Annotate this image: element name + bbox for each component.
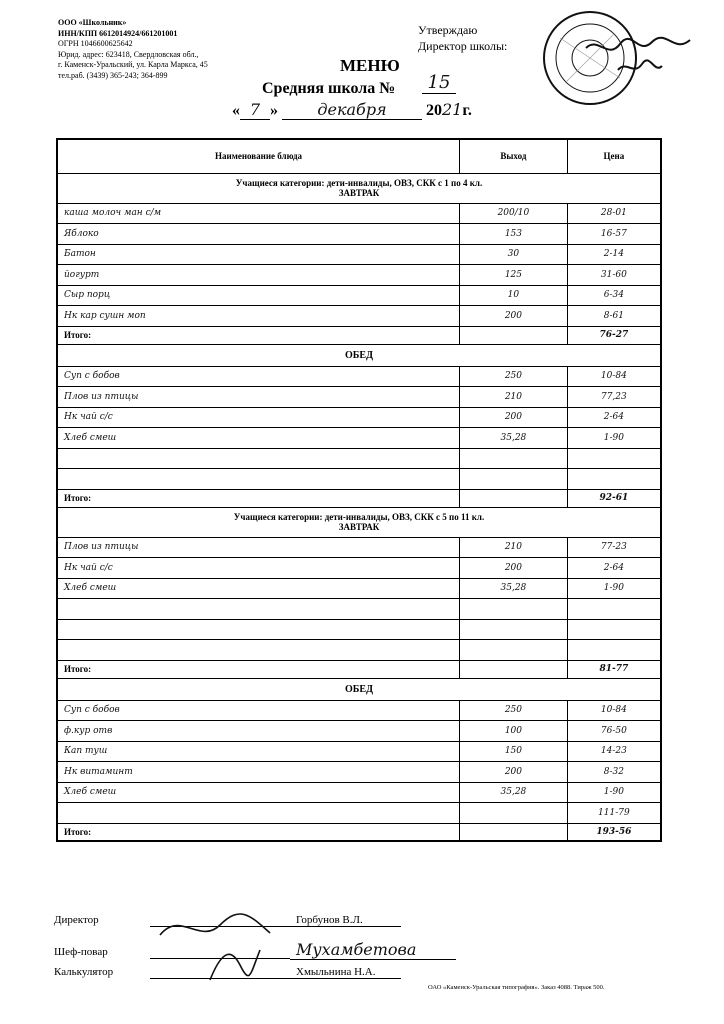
dish-output: 10 bbox=[460, 285, 568, 306]
dish-price bbox=[567, 448, 661, 469]
dish-price: 14-23 bbox=[567, 741, 661, 762]
col-name-header: Наименование блюда bbox=[57, 139, 460, 173]
dish-price: 1-90 bbox=[567, 578, 661, 599]
org-address-line-2: г. Каменск-Уральский, ул. Карла Маркса, 45 bbox=[58, 60, 208, 70]
chef-label: Шеф-повар bbox=[54, 946, 108, 958]
table-row bbox=[57, 224, 661, 245]
table-row bbox=[57, 762, 661, 783]
col-output-header: Выход bbox=[460, 139, 568, 173]
printer-footer: ОАО «Каменск-Уральская типография». Заказ 4088. Тираж 500. bbox=[428, 984, 605, 991]
total-label: Итого: bbox=[57, 823, 460, 841]
dish-price: 28-01 bbox=[567, 203, 661, 224]
table-row bbox=[57, 469, 661, 490]
dish-name bbox=[57, 599, 460, 620]
dish-output bbox=[460, 619, 568, 640]
menu-body bbox=[57, 173, 661, 841]
table-row bbox=[57, 203, 661, 224]
dish-name bbox=[57, 469, 460, 490]
section-category: Учащиеся категории: дети-инвалиды, ОВЗ, СКК с 1 по 4 кл. bbox=[235, 178, 483, 188]
dish-price: 2-14 bbox=[567, 244, 661, 265]
dish-price: 111-79 bbox=[567, 803, 661, 824]
org-inn: ИНН/КПП 6612014924/661201001 bbox=[58, 28, 178, 38]
org-phone: тел.раб. (3439) 365-243; 364-899 bbox=[58, 70, 168, 80]
dish-name: Хлеб смеш bbox=[57, 782, 460, 803]
total-price: 81-77 bbox=[567, 660, 661, 678]
dish-name: Суп с бобов bbox=[57, 700, 460, 721]
table-row bbox=[57, 721, 661, 742]
school-label: Средняя школа № bbox=[262, 80, 396, 97]
organization-block bbox=[58, 18, 208, 82]
total-row bbox=[57, 326, 661, 344]
dish-name bbox=[57, 803, 460, 824]
dish-name: Сыр порц bbox=[57, 285, 460, 306]
dish-price bbox=[567, 599, 661, 620]
page-title: МЕНЮ bbox=[340, 56, 400, 75]
section-meal: ОБЕД bbox=[345, 349, 373, 361]
table-row bbox=[57, 428, 661, 449]
dish-name: Нк кар сушн моп bbox=[57, 306, 460, 327]
dish-output: 30 bbox=[460, 244, 568, 265]
total-row bbox=[57, 660, 661, 678]
chef-name: Мухамбетова bbox=[290, 940, 456, 960]
dish-price: 2-64 bbox=[567, 558, 661, 579]
dish-price: 16-57 bbox=[567, 224, 661, 245]
dish-price bbox=[567, 619, 661, 640]
table-row bbox=[57, 366, 661, 387]
dish-price: 1-90 bbox=[567, 782, 661, 803]
dish-price: 77,23 bbox=[567, 387, 661, 408]
table-row bbox=[57, 619, 661, 640]
dish-name: Хлеб смеш bbox=[57, 428, 460, 449]
dish-price: 2-64 bbox=[567, 407, 661, 428]
total-row bbox=[57, 823, 661, 841]
table-header-row bbox=[57, 139, 661, 173]
dish-output: 35,28 bbox=[460, 782, 568, 803]
table-row bbox=[57, 803, 661, 824]
total-output-empty bbox=[460, 326, 568, 344]
org-name: ООО «Школьник» bbox=[58, 18, 127, 27]
dish-name: Нк чай с/с bbox=[57, 558, 460, 579]
dish-name: Яблоко bbox=[57, 224, 460, 245]
table-row bbox=[57, 285, 661, 306]
year-prefix: 20 bbox=[426, 102, 442, 119]
dish-price: 1-90 bbox=[567, 428, 661, 449]
table-row bbox=[57, 558, 661, 579]
approval-block bbox=[418, 22, 507, 54]
table-row bbox=[57, 578, 661, 599]
total-label: Итого: bbox=[57, 489, 460, 507]
dish-name bbox=[57, 619, 460, 640]
table-row bbox=[57, 640, 661, 661]
table-row bbox=[57, 741, 661, 762]
section-header bbox=[57, 507, 661, 537]
year-suffix: 21 bbox=[442, 100, 463, 119]
dish-price: 8-61 bbox=[567, 306, 661, 327]
dish-output bbox=[460, 599, 568, 620]
handwritten-signatures bbox=[150, 905, 290, 985]
table-row bbox=[57, 700, 661, 721]
dish-output: 200/10 bbox=[460, 203, 568, 224]
dish-output: 200 bbox=[460, 762, 568, 783]
total-output-empty bbox=[460, 489, 568, 507]
section-meal: ЗАВТРАК bbox=[338, 188, 380, 198]
school-number: 15 bbox=[422, 72, 456, 94]
dish-name: Кап туш bbox=[57, 741, 460, 762]
table-row bbox=[57, 448, 661, 469]
director-label: Директор bbox=[54, 914, 99, 926]
total-label: Итого: bbox=[57, 660, 460, 678]
section-header bbox=[57, 678, 661, 700]
dish-name: Батон bbox=[57, 244, 460, 265]
total-output-empty bbox=[460, 823, 568, 841]
calc-label: Калькулятор bbox=[54, 966, 114, 978]
dish-name: Нк чай с/с bbox=[57, 407, 460, 428]
total-label: Итого: bbox=[57, 326, 460, 344]
dish-output: 200 bbox=[460, 558, 568, 579]
dish-output: 210 bbox=[460, 537, 568, 558]
date-line bbox=[232, 100, 472, 120]
dish-output: 150 bbox=[460, 741, 568, 762]
dish-output: 250 bbox=[460, 366, 568, 387]
table-row bbox=[57, 407, 661, 428]
dish-price bbox=[567, 640, 661, 661]
dish-output: 153 bbox=[460, 224, 568, 245]
dish-price bbox=[567, 469, 661, 490]
dish-output: 250 bbox=[460, 700, 568, 721]
director-approval-label: Директор школы: bbox=[418, 39, 508, 53]
dish-name: йогурт bbox=[57, 265, 460, 286]
dish-name: Плов из птицы bbox=[57, 387, 460, 408]
col-price-header: Цена bbox=[567, 139, 661, 173]
table-row bbox=[57, 306, 661, 327]
dish-price: 6-34 bbox=[567, 285, 661, 306]
org-ogrn: ОГРН 1046600625642 bbox=[58, 39, 133, 49]
section-meal: ОБЕД bbox=[345, 683, 373, 695]
total-price: 92-61 bbox=[567, 489, 661, 507]
dish-output bbox=[460, 448, 568, 469]
table-row bbox=[57, 537, 661, 558]
dish-price: 10-84 bbox=[567, 366, 661, 387]
dish-price: 77-23 bbox=[567, 537, 661, 558]
dish-price: 76-50 bbox=[567, 721, 661, 742]
table-row bbox=[57, 782, 661, 803]
dish-output bbox=[460, 640, 568, 661]
date-month: декабря bbox=[282, 100, 422, 120]
date-close-quote: » bbox=[270, 102, 278, 119]
year-end: г. bbox=[462, 102, 472, 119]
dish-output: 100 bbox=[460, 721, 568, 742]
total-price: 193-56 bbox=[567, 823, 661, 841]
total-price: 76-27 bbox=[567, 326, 661, 344]
approval-signature bbox=[578, 30, 698, 78]
dish-name: Суп с бобов bbox=[57, 366, 460, 387]
dish-price: 8-32 bbox=[567, 762, 661, 783]
dish-name: Хлеб смеш bbox=[57, 578, 460, 599]
dish-name: Плов из птицы bbox=[57, 537, 460, 558]
total-row bbox=[57, 489, 661, 507]
section-category: Учащиеся категории: дети-инвалиды, ОВЗ, СКК с 5 по 11 кл. bbox=[233, 512, 485, 522]
dish-name bbox=[57, 448, 460, 469]
dish-output: 210 bbox=[460, 387, 568, 408]
table-row bbox=[57, 599, 661, 620]
table-row bbox=[57, 387, 661, 408]
table-row bbox=[57, 265, 661, 286]
section-meal: ЗАВТРАК bbox=[338, 522, 380, 532]
org-address-line-1: Юрид. адрес: 623418, Свердловская обл., bbox=[58, 49, 199, 59]
menu-table bbox=[56, 138, 662, 842]
table-row bbox=[57, 244, 661, 265]
dish-output: 200 bbox=[460, 306, 568, 327]
total-output-empty bbox=[460, 660, 568, 678]
dish-name: ф.кур отв bbox=[57, 721, 460, 742]
dish-price: 10-84 bbox=[567, 700, 661, 721]
approve-label: Утверждаю bbox=[418, 23, 478, 37]
dish-name bbox=[57, 640, 460, 661]
dish-output: 35,28 bbox=[460, 428, 568, 449]
dish-output: 200 bbox=[460, 407, 568, 428]
dish-name: Нк витаминт bbox=[57, 762, 460, 783]
date-open-quote: « bbox=[232, 102, 240, 119]
dish-price: 31-60 bbox=[567, 265, 661, 286]
section-header bbox=[57, 173, 661, 203]
dish-output: 125 bbox=[460, 265, 568, 286]
date-day: 7 bbox=[240, 100, 270, 120]
dish-output bbox=[460, 469, 568, 490]
director-name: Горбунов В.Л. bbox=[290, 914, 401, 927]
dish-output bbox=[460, 803, 568, 824]
calc-name: Хмыльнина Н.А. bbox=[290, 966, 401, 979]
section-header bbox=[57, 344, 661, 366]
dish-name: каша молоч ман с/м bbox=[57, 203, 460, 224]
dish-output: 35,28 bbox=[460, 578, 568, 599]
